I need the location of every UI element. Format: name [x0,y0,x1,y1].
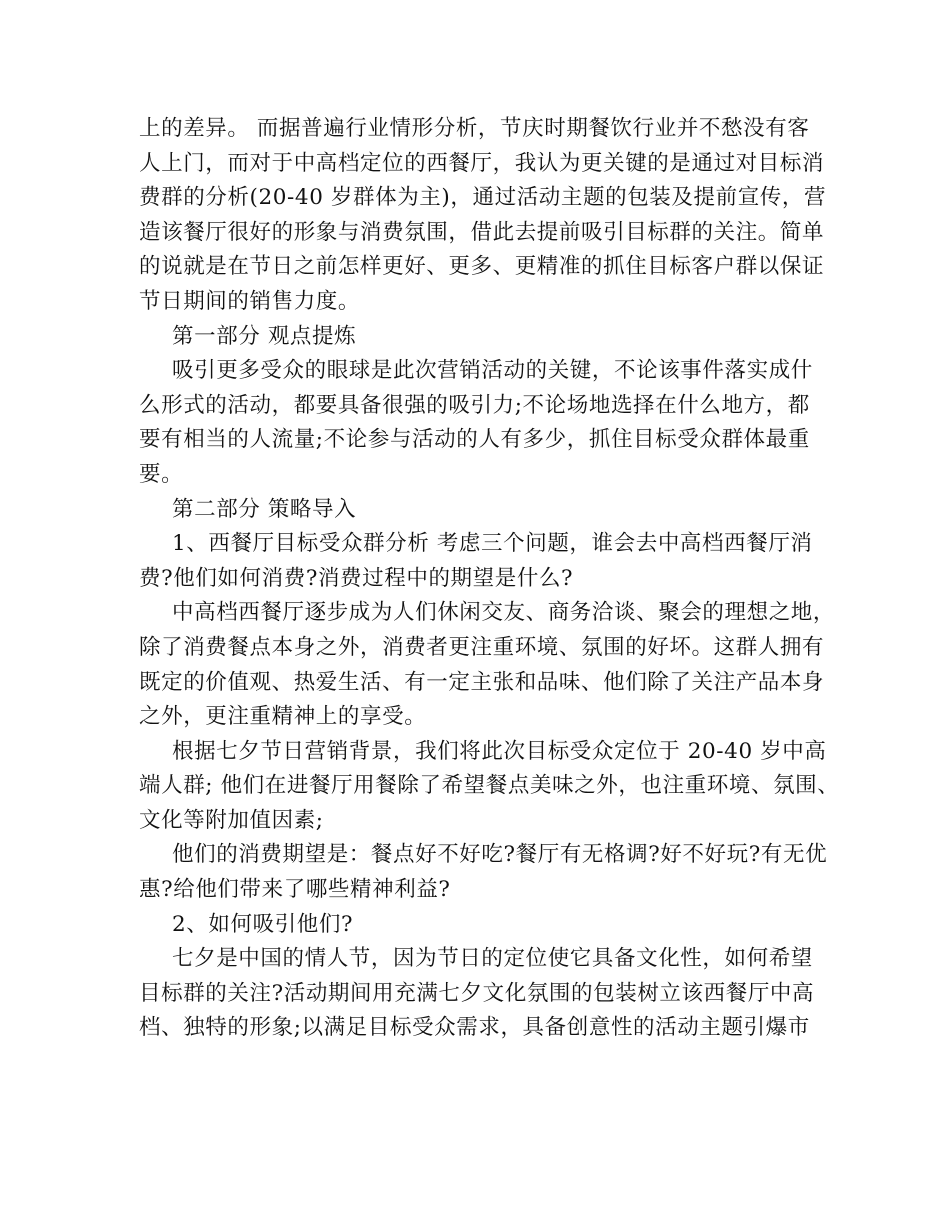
text-line: 上的差异。 而据普遍行业情形分析，节庆时期餐饮行业并不愁没有客 [139,116,810,141]
paragraph-qixi-strategy [139,942,819,1046]
heading-text: 第二部分 策略导入 [172,496,357,522]
text-line: 么形式的活动，都要具备很强的吸引力;不论场地选择在什么地方，都 [139,392,810,418]
paragraph-consumer-expectations [139,838,828,907]
paragraph-intro-continuation [139,112,827,320]
text-line: 目标群的关注?活动期间用充满七夕文化氛围的包装树立该西餐厅中高 [139,980,815,1006]
subheading-how-to-attract [139,908,819,943]
text-line: 既定的价值观、热爱生活、有一定主张和品味、他们除了关注产品本身 [139,669,825,695]
heading-text: 第一部分 观点提炼 [172,323,357,349]
text-line: 除了消费餐点本身之外，消费者更注重环境、氛围的好坏。这群人拥有 [139,634,825,660]
text-line: 惠?给他们带来了哪些精神利益? [139,877,451,903]
text-line: 七夕是中国的情人节，因为节日的定位使它具备文化性，如何希望 [172,946,813,972]
text-line: 费?他们如何消费?消费过程中的期望是什么? [139,565,574,591]
text-line: 要有相当的人流量;不论参与活动的人有多少，抓住目标受众群体最重 [139,427,810,453]
text-line: 吸引更多受众的眼球是此次营销活动的关键，不论该事件落实成什 [172,358,813,384]
paragraph-target-audience [139,735,840,839]
text-line: 中高档西餐厅逐步成为人们休闲交友、商务洽谈、聚会的理想之地， [172,600,836,626]
text-line: 之外，更注重精神上的享受。 [139,704,427,730]
paragraph-part-one-body [139,354,819,492]
text-line: 档、独特的形象;以满足目标受众需求，具备创意性的活动主题引爆市 [139,1015,810,1041]
paragraph-restaurant-positioning [139,596,836,734]
section-heading-part-one [139,320,819,355]
text-line: 人上门，而对于中高档定位的西餐厅，我认为更关键的是通过对目标消 [139,150,825,176]
text-line: 的说就是在节日之前怎样更好、更多、更精准的抓住目标客户群以保证 [139,254,825,280]
text-line: 根据七夕节日营销背景，我们将此次目标受众定位于 20-40 岁中高 [172,738,827,764]
paragraph-audience-analysis [139,527,819,596]
document-body [139,112,840,1046]
text-line: 1、西餐厅目标受众群分析 考虑三个问题，谁会去中高档西餐厅消 [172,531,813,557]
text-line: 端人群; 他们在进餐厅用餐除了希望餐点美味之外，也注重环境、氛围、 [139,773,840,799]
section-heading-part-two [139,493,819,528]
text-line: 要。 [139,461,184,487]
text-line: 他们的消费期望是：餐点好不好吃?餐厅有无格调?好不好玩?有无优 [172,842,828,868]
text-line: 造该餐厅很好的形象与消费氛围，借此去提前吸引目标群的关注。简单 [139,219,825,245]
heading-text: 2、如何吸引他们? [172,911,354,937]
text-line: 文化等附加值因素; [139,807,324,833]
text-line: 费群的分析(20-40 岁群体为主)，通过活动主题的包装及提前宣传，营 [139,185,827,211]
text-line: 节日期间的销售力度。 [139,288,361,314]
